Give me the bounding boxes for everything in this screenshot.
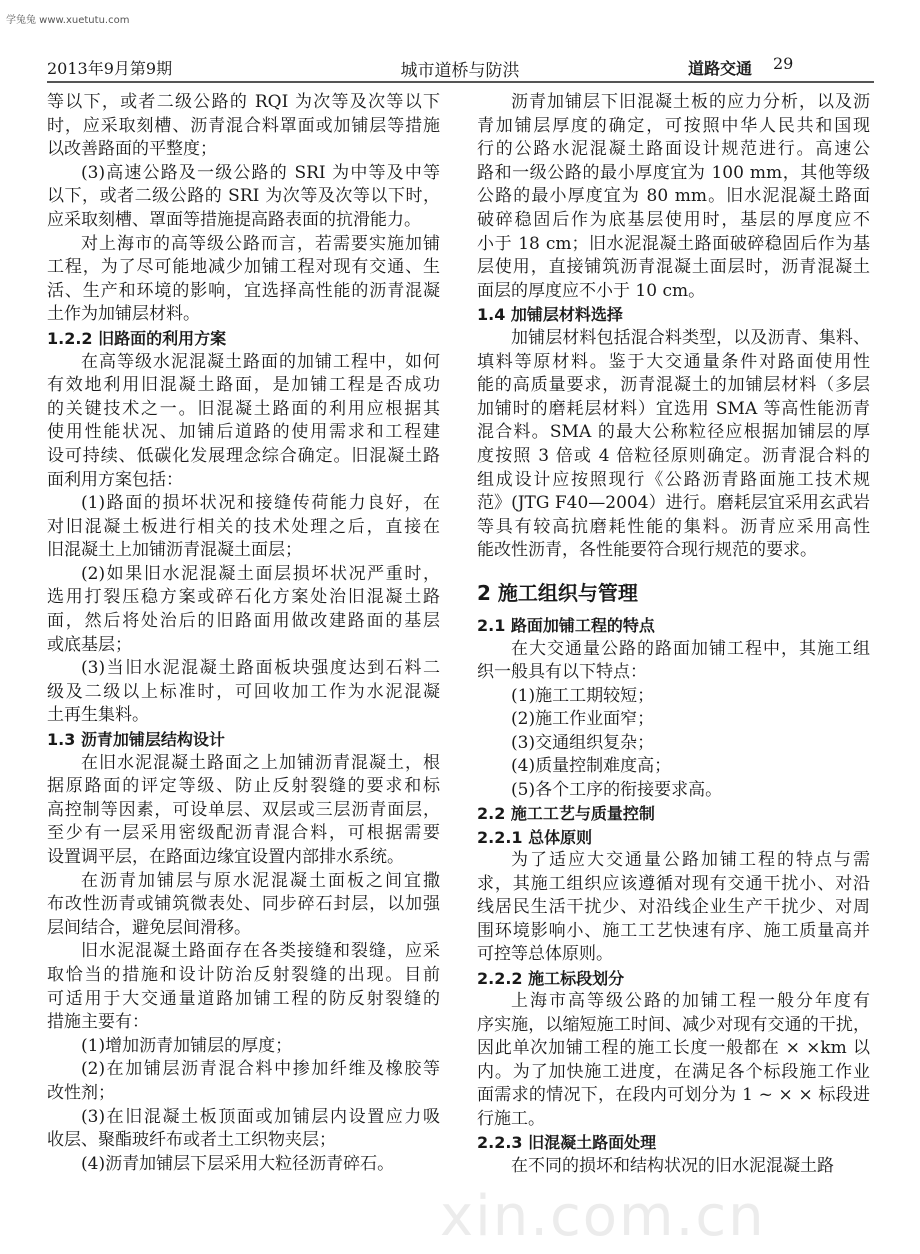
text-line: (5)各个工序的衔接要求高。 — [511, 779, 723, 800]
paragraph — [47, 870, 440, 941]
text-line: 旧水泥混凝土路面存在各类接缝和裂缝，应采 — [81, 941, 440, 962]
paragraph — [47, 1106, 440, 1153]
background-watermark: xin.com.cn — [440, 1184, 766, 1249]
text-line: 在不同的损坏和结构状况的旧水泥混凝土路 — [511, 1155, 834, 1176]
text-line: (2)如果旧水泥混凝土面层损坏状况严重时， — [81, 563, 440, 584]
subsection-heading: 2.2 施工工艺与质量控制 — [477, 804, 655, 823]
text-line: 层使用，直接铺筑沥青混凝土面层时，沥青混凝土 — [477, 257, 870, 278]
paragraph — [47, 657, 440, 728]
text-line: 或底基层； — [47, 634, 132, 655]
text-line: (2)在加铺层沥青混合料中掺加纤维及橡胶等 — [81, 1059, 440, 1080]
section-heading: 2 施工组织与管理 — [477, 581, 638, 605]
text-line: 活、生产和环境的影响，宜选择高性能的沥青混凝 — [47, 280, 440, 301]
text-line: 在沥青加铺层与原水泥混凝土面板之间宜撒 — [81, 870, 440, 891]
text-line: 等以下，或者二级公路的 RQI 为次等及次等以下 — [47, 92, 440, 112]
paragraph — [47, 162, 440, 233]
text-line: 使用性能状况、加铺后道路的使用需求和工程建 — [47, 422, 440, 443]
text-line: 层间结合，避免层间滑移。 — [47, 917, 251, 938]
section-label: 道路交通 — [688, 59, 753, 78]
text-line: 工程，为了尽可能地减少加铺工程对现有交通、生 — [47, 257, 440, 278]
text-line: 序实施，以缩短施工时间、减少对现有交通的干扰， — [477, 1014, 870, 1035]
paragraph — [477, 91, 870, 303]
text-line: 织一般具有以下特点： — [477, 662, 647, 682]
text-line: (3)交通组织复杂； — [511, 732, 655, 753]
paragraph — [47, 91, 440, 162]
issue-label: 2013年9月第9期 — [47, 59, 173, 78]
paragraph — [477, 990, 870, 1131]
journal-title: 城市道桥与防洪 — [400, 61, 520, 81]
text-line: (3)高速公路及一级公路的 SRI 为中等及中等 — [81, 162, 440, 183]
text-line: 面，然后将处治后的旧路面用做改建路面的基层 — [47, 611, 440, 632]
paragraph — [477, 755, 870, 779]
paragraph — [47, 940, 440, 1034]
paragraph — [47, 233, 440, 327]
text-line: 面利用方案包括： — [47, 469, 183, 490]
text-line: 收层、聚酯玻纤布或者土工织物夹层； — [47, 1130, 336, 1151]
text-line: 度按照 3 倍或 4 倍粒径原则确定。沥青混合料的 — [477, 445, 870, 466]
text-line: 求，其施工组织应该遵循对现有交通干扰小、对沿 — [477, 873, 870, 894]
text-line: 以改善路面的平整度； — [47, 139, 217, 160]
text-line: (4)质量控制难度高； — [511, 756, 672, 776]
text-line: 面需求的情况下，在段内可划分为 1 ~ × × 标段进 — [477, 1085, 870, 1105]
paragraph — [477, 779, 870, 803]
right-column-top — [477, 91, 870, 563]
left-column — [47, 91, 440, 1176]
subsection-heading: 2.2.3 旧混凝土路面处理 — [477, 1133, 657, 1152]
text-line: (3)当旧水泥混凝土路面板块强度达到石料二 — [81, 658, 440, 679]
text-line: 有效地利用旧混凝土路面，是加铺工程是否成功 — [47, 375, 440, 396]
text-line: (1)增加沥青加铺层的厚度； — [81, 1035, 293, 1056]
text-line: 高控制等因素，可设单层、双层或三层沥青面层， — [47, 799, 440, 820]
paragraph — [477, 849, 870, 967]
paragraph — [47, 492, 440, 563]
text-line: 等具有较高抗磨耗性能的集料。沥青应采用高性 — [477, 516, 870, 537]
text-line: 布改性沥青或铺筑微表处、同步碎石封层，以加强 — [47, 894, 440, 915]
subsection-heading: 2.2.2 施工标段划分 — [477, 968, 625, 988]
text-line: 加铺层材料包括混合料类型，以及沥青、集料、 — [511, 327, 870, 348]
text-line: 设可持续、低碳化发展理念综合确定。旧混凝土路 — [47, 445, 440, 466]
text-line: 土再生集料。 — [47, 705, 149, 726]
text-line: (1)施工工期较短； — [511, 685, 655, 706]
text-line: (4)沥青加铺层下层采用大粒径沥青碎石。 — [81, 1153, 395, 1174]
paragraph — [47, 1035, 440, 1059]
subsection-heading: 2.2.1 总体原则 — [477, 827, 593, 847]
text-line: 能的高质量要求，沥青混凝土的加铺层材料（多层 — [477, 375, 870, 396]
text-line: 填料等原材料。鉴于大交通量条件对路面使用性 — [477, 351, 870, 372]
right-column-bottom — [477, 614, 870, 1178]
text-line: 因此单次加铺工程的施工长度一般都在 × ×km 以 — [477, 1038, 870, 1058]
text-line: 围环境影响小、施工工艺快速有序、施工质量高并 — [477, 920, 870, 941]
subsection-heading: 1.4 加铺层材料选择 — [477, 305, 623, 325]
paragraph — [477, 638, 870, 685]
paragraph — [47, 1153, 440, 1177]
text-line: 在高等级水泥混凝土路面的加铺工程中，如何 — [81, 351, 440, 372]
text-line: 青加铺层厚度的确定，可按照中华人民共和国现 — [477, 115, 870, 136]
text-line: 在旧水泥混凝土路面之上加铺沥青混凝土，根 — [81, 752, 440, 773]
text-line: 面层的厚度应不小于 10 cm。 — [477, 280, 706, 301]
text-line: 选用打裂压稳方案或碎石化方案处治旧混凝土路 — [47, 587, 440, 608]
text-line: 土作为加铺层材料。 — [47, 304, 200, 325]
paragraph — [47, 752, 440, 870]
paragraph — [477, 685, 870, 709]
text-line: 措施主要有： — [47, 1012, 149, 1033]
text-line: 在大交通量公路的路面加铺工程中，其施工组 — [511, 638, 870, 659]
text-line: 加铺时的磨耗层材料）宜选用 SMA 等高性能沥青 — [477, 398, 870, 419]
text-line: 线居民生活干扰少、对沿线企业生产干扰少、对周 — [477, 897, 870, 917]
text-line: 取恰当的措施和设计防治反射裂缝的出现。目前 — [47, 964, 440, 985]
paragraph — [477, 327, 870, 563]
text-line: 至少有一层采用密级配沥青混合料，可根据需要 — [47, 823, 440, 844]
text-line: 可控等总体原则。 — [477, 944, 613, 964]
text-line: 路和一级公路的最小厚度宜为 100 mm，其他等级 — [477, 162, 870, 183]
paragraph — [47, 1058, 440, 1105]
subsection-heading: 2.1 路面加铺工程的特点 — [477, 616, 655, 635]
text-line: (3)在旧混凝土板顶面或加铺层内设置应力吸 — [81, 1106, 440, 1127]
text-line: 为了适应大交通量公路加铺工程的特点与需 — [511, 850, 870, 870]
text-line: 组成设计应按照现行《公路沥青路面施工技术规 — [477, 469, 870, 490]
text-line: 范》(JTG F40—2004）进行。磨耗层宜采用玄武岩 — [477, 493, 870, 514]
text-line: 行的公路水泥混凝土路面设计规范进行。高速公 — [477, 139, 870, 160]
subsection-heading: 1.2.2 旧路面的利用方案 — [47, 328, 227, 348]
text-line: 能改性沥青，各性能要符合现行规范的要求。 — [477, 540, 817, 561]
text-line: 对上海市的高等级公路而言，若需要实施加铺 — [81, 233, 440, 254]
text-line: (1)路面的损坏状况和接缝传荷能力良好，在 — [81, 493, 440, 514]
paragraph — [47, 351, 440, 493]
text-line: 小于 18 cm；旧水泥混凝土路面破碎稳固后作为基 — [477, 233, 870, 254]
text-line: 混合料。SMA 的最大公称粒径应根据加铺层的厚 — [477, 422, 870, 443]
text-line: 沥青加铺层下旧混凝土板的应力分析，以及沥 — [511, 92, 870, 112]
paragraph — [477, 708, 870, 732]
text-line: 上海市高等级公路的加铺工程一般分年度有 — [511, 991, 870, 1011]
text-line: 以下，或者二级公路的 SRI 为次等及次等以下时， — [47, 186, 440, 207]
text-line: 行施工。 — [477, 1108, 545, 1129]
text-line: 破碎稳固后作为底基层使用时，基层的厚度应不 — [477, 209, 870, 230]
text-line: 据原路面的评定等级、防止反射裂缝的要求和标 — [47, 776, 440, 797]
text-line: 应采取刻槽、罩面等措施提高路表面的抗滑能力。 — [47, 209, 421, 230]
text-line: 公路的最小厚度宜为 80 mm。旧水泥混凝土路面 — [477, 186, 870, 207]
text-line: 改性剂； — [47, 1082, 115, 1103]
text-line: 时，应采取刻槽、沥青混合料罩面或加铺层等措施 — [47, 115, 440, 136]
text-line: 对旧混凝土板进行相关的技术处理之后，直接在 — [47, 516, 440, 537]
text-line: 的关键技术之一。旧混凝土路面的利用应根据其 — [47, 398, 440, 419]
text-line: 设置调平层，在路面边缘宜设置内部排水系统。 — [47, 847, 404, 867]
subsection-heading: 1.3 沥青加铺层结构设计 — [47, 730, 225, 750]
text-line: 内。为了加快施工进度，在满足各个标段施工作业 — [477, 1061, 870, 1082]
paragraph — [477, 1155, 870, 1179]
paragraph — [47, 563, 440, 657]
text-line: 级及二级以上标准时，可回收加工作为水泥混凝 — [47, 681, 440, 702]
page-number: 29 — [773, 54, 794, 73]
text-line: 可适用于大交通量道路加铺工程的防反射裂缝的 — [47, 988, 440, 1009]
text-line: (2)施工作业面窄； — [511, 709, 655, 729]
text-line: 旧混凝土上加铺沥青混凝土面层； — [47, 540, 302, 561]
paragraph — [477, 732, 870, 756]
header-divider — [47, 81, 874, 83]
site-watermark-text: 学兔兔 www.xuetutu.com — [6, 15, 130, 26]
